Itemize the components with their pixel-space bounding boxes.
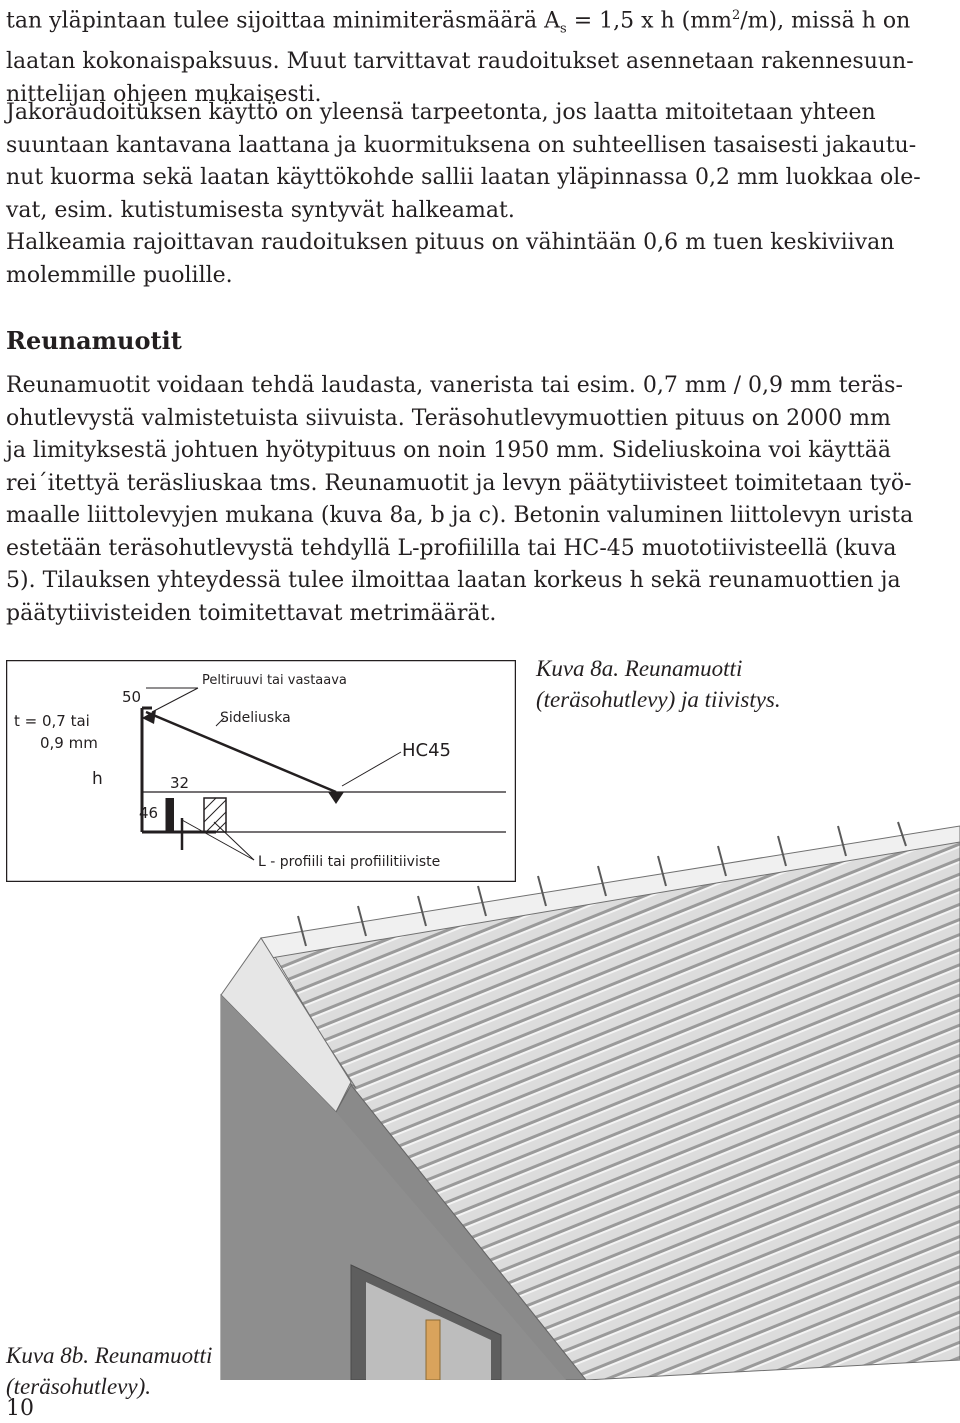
page-number: 10 (6, 1396, 34, 1421)
text-line: ohutlevystä valmistetuista siivuista. Teräsohutlevymuottien pituus on 2000 mm (6, 405, 891, 431)
text-line: Reunamuotit voidaan tehdä laudasta, vanerista tai esim. 0,7 mm / 0,9 mm teräs- (6, 373, 903, 398)
paragraph-distribution (6, 97, 956, 227)
thickness-label-2: 0,9 mm (40, 734, 98, 752)
text-line: tan yläpintaan tulee sijoittaa minimiteräsmäärä $A_s = 1,5$ x h $(mm^2/m)$, missä h on (6, 8, 911, 37)
caption-line: (teräsohutlevy). (6, 1374, 151, 1399)
text-line: rei´itettyä teräsliuskaa tms. Reunamuotit ja levyn päätytiivisteet toimitetaan työ- (6, 470, 912, 496)
height-label: h (92, 769, 103, 789)
text-line: 5). Tilauksen yhteydessä tulee ilmoittaa laatan korkeus h sekä reunamuottien ja (6, 568, 901, 593)
detail-frame (7, 661, 516, 882)
caption-line: Kuva 8b. Reunamuotti (6, 1343, 213, 1368)
hc45-label: HC45 (402, 740, 452, 761)
text-line: maalle liittolevyjen mukana (kuva 8a, b ja c). Betonin valuminen liittolevyn urista (6, 503, 914, 528)
dimension-46: 46 (139, 804, 159, 822)
dimension-50: 50 (122, 688, 142, 706)
text-line: estetään teräsohutlevystä tehdyllä L-profiililla tai HC-45 muototiivisteellä (kuva (6, 535, 897, 561)
caption-line: (teräsohutlevy) ja tiivistys. (536, 687, 781, 712)
text-line: vat, esim. kutistumisesta syntyvät halkeamat. (6, 197, 515, 223)
text-line: päätytiivisteiden toimitettavat metrimäärät. (6, 600, 497, 626)
screw-label: Peltiruuvi tai vastaava (202, 673, 347, 688)
thickness-label-1: t = 0,7 tai (14, 712, 90, 730)
text-line: nut kuorma sekä laatan käyttökohde sallii laatan yläpinnassa 0,2 mm luokkaa ole- (6, 165, 921, 190)
paragraph-intro (6, 0, 956, 111)
edge-form-render-figure (6, 820, 960, 1380)
tie-strap-label: Sideliuska (220, 710, 291, 726)
text-line: ja limityksestä johtuen hyötypituus on noin 1950 mm. Sideliuskoina voi käyttää (6, 438, 892, 463)
text-line: nittelijan ohjeen mukaisesti. (6, 81, 322, 107)
text-line: Halkeamia rajoittavan raudoituksen pituus on vähintään 0,6 m tuen keskiviivan (6, 230, 895, 255)
dimension-32: 32 (170, 774, 190, 792)
edge-form-detail-figure (6, 660, 516, 882)
text-line: Jakoraudoituksen käyttö on yleensä tarpeetonta, jos laatta mitoitetaan yhteen (6, 100, 876, 125)
text-line: molemmille puolille. (6, 262, 233, 288)
figure-caption-8b (6, 1340, 212, 1402)
figure-caption-8a (536, 653, 781, 715)
l-profile (166, 798, 174, 832)
caption-line: Kuva 8a. Reunamuotti (536, 656, 743, 681)
text-line: suuntaan kantavana laattana ja kuormituksena on suhteellisen tasaisesti jakautu- (6, 132, 917, 158)
section-heading: Reunamuotit (6, 326, 182, 355)
l-profile-label: L - profiili tai profiilitiiviste (258, 854, 441, 870)
text-line: laatan kokonaispaksuus. Muut tarvittavat raudoitukset asennetaan rakennesuun- (6, 49, 914, 75)
wood-post (426, 1320, 440, 1380)
paragraph-edge-forms (6, 370, 956, 630)
paragraph-crack (6, 227, 956, 292)
